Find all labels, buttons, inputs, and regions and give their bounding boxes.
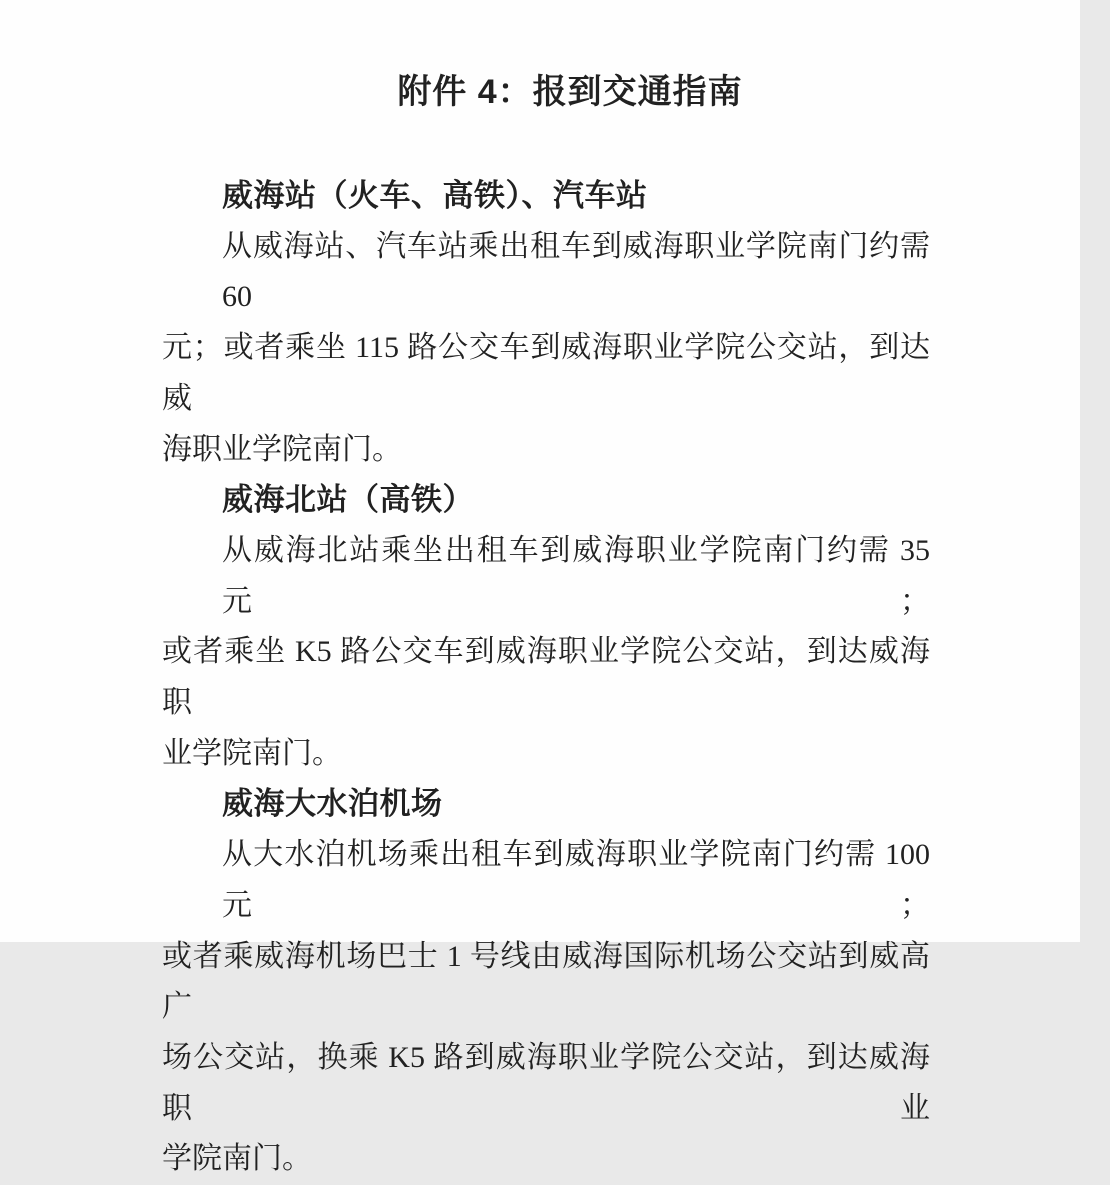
- paragraph-line: 从威海北站乘坐出租车到威海职业学院南门约需 35 元；: [222, 533, 930, 618]
- paragraph-line: 场公交站，换乘 K5 路到威海职业学院公交站，到达威海职业: [162, 1040, 930, 1125]
- paragraph-line: 海职业学院南门。: [162, 432, 402, 466]
- paragraph-line: 元；或者乘坐 115 路公交车到威海职业学院公交站，到达威: [162, 331, 930, 415]
- paragraph-line: 或者乘威海机场巴士 1 号线由威海国际机场公交站到威高广: [162, 939, 930, 1024]
- paragraph-line: 学院南门。: [162, 1142, 312, 1176]
- paragraph-line: 从大水泊机场乘出租车到威海职业学院南门约需 100 元；: [222, 838, 930, 922]
- section-heading-dashuibo-airport: 威海大水泊机场: [222, 786, 443, 822]
- document-body: [162, 171, 930, 1185]
- paragraph-line: 业学院南门。: [162, 736, 342, 770]
- section-heading-weihai-station: 威海站（火车、高铁）、汽车站: [222, 178, 648, 213]
- paragraph-line: 从威海站、汽车站乘出租车到威海职业学院南门约需 60: [222, 229, 930, 314]
- document-title: 附件 4：报到交通指南: [397, 73, 743, 111]
- section-heading-weihai-north-station: 威海北站（高铁）: [222, 482, 474, 518]
- paragraph-line: 或者乘坐 K5 路公交车到威海职业学院公交站，到达威海职: [162, 635, 930, 720]
